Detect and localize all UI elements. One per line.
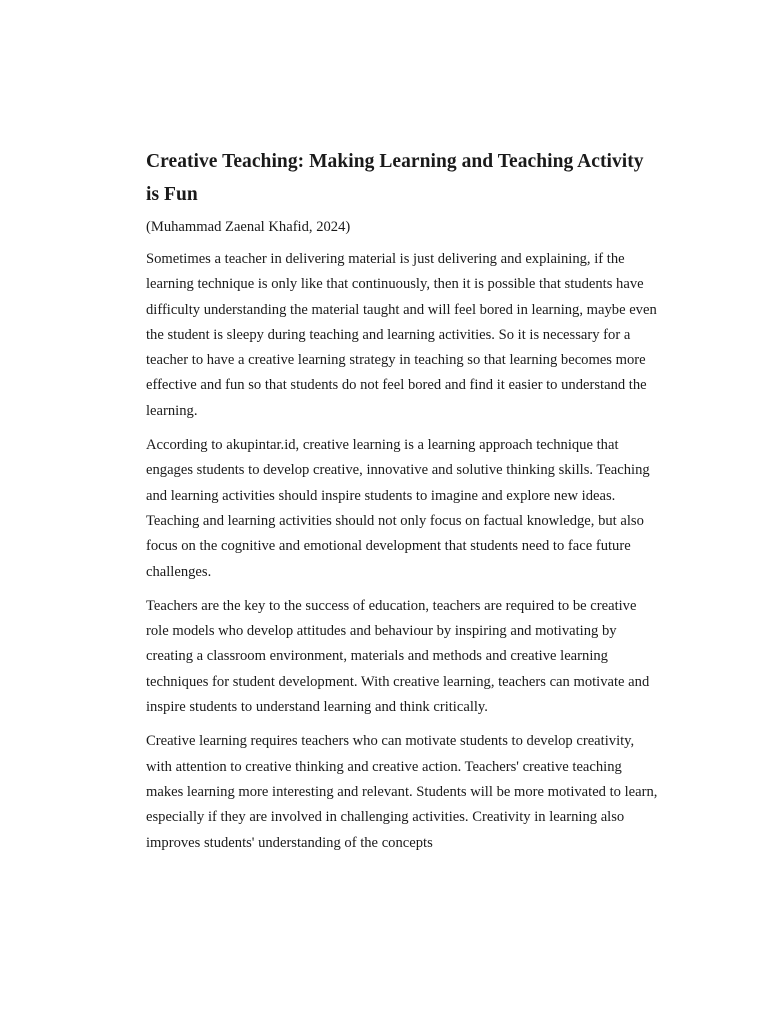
paragraph-3: Teachers are the key to the success of education, teachers are required to be creative role models who develop attitudes and behaviour by inspiring and motivating by creating a classroom environment, materials and methods and creative learning techniques for student development. With creative learning, teachers can motivate and inspire students to understand learning and think critically.	[146, 597, 650, 716]
paragraph-1: Sometimes a teacher in delivering material is just delivering and explaining, if the learning technique is only like that continuously, then it is possible that students have difficulty understanding the material taught and will feel bored in learning, maybe even the student is sleepy during teaching and learning activities. So it is necessary for a teacher to have a creative learning strategy in teaching so that learning becomes more effective and fun so that students do not feel bored and find it easier to understand the learning.	[146, 251, 657, 419]
article-title: Creative Teaching: Making Learning and Teaching Activity is Fun	[146, 151, 644, 205]
paragraph-4: Creative learning requires teachers who can motivate students to develop creativity, with attention to creative thinking and creative action. Teachers' creative teaching makes learning more interesting and relevant. Students will be more motivated to learn, especially if they are involved in challenging activities. Creativity in learning also improves students' understanding of the concepts	[146, 733, 658, 851]
article-author: (Muhammad Zaenal Khafid, 2024)	[146, 219, 351, 235]
paragraph-2: According to akupintar.id, creative learning is a learning approach technique that engages students to develop creative, innovative and solutive thinking skills. Teaching and learning activities should inspire students to imagine and explore new ideas. Teaching and learning activities should not only focus on factual knowledge, but also focus on the cognitive and emotional development that students need to face future challenges.	[146, 437, 650, 580]
document-page	[146, 145, 661, 856]
